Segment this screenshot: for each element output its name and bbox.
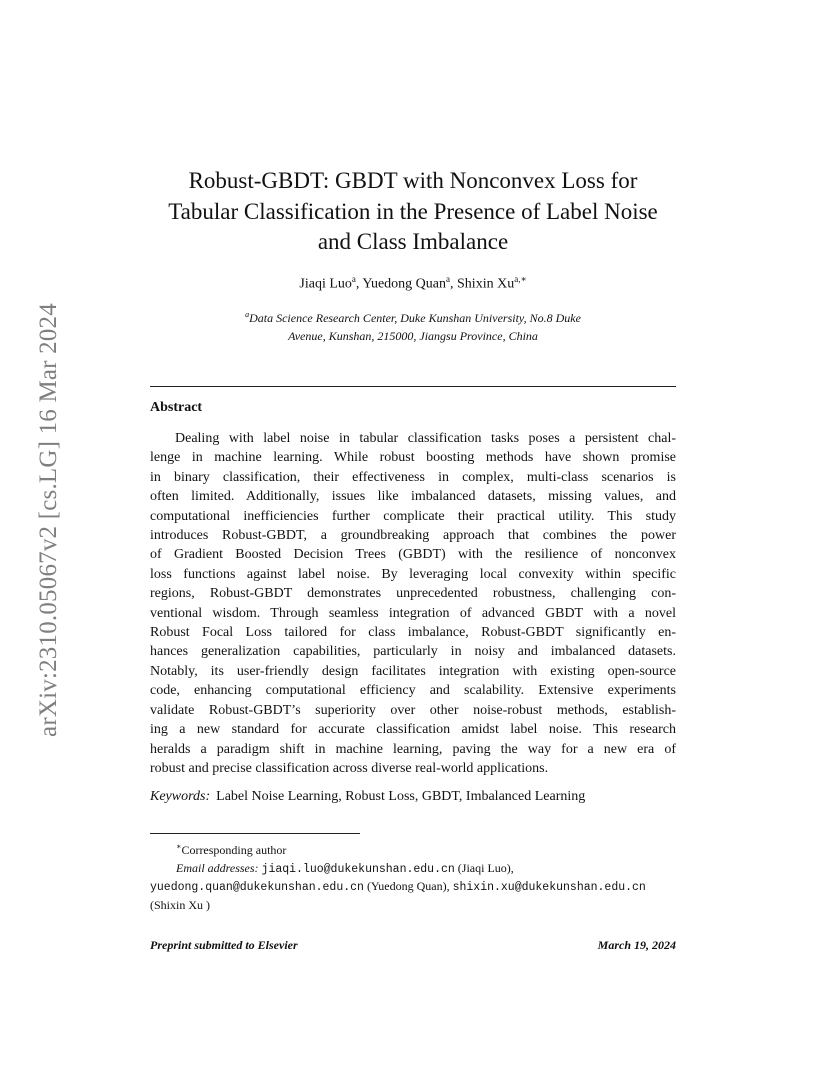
- author-affiliation-mark: a: [446, 274, 451, 284]
- abstract-line: introduces Robust-GBDT, a groundbreaking approach that combines the power: [150, 528, 676, 544]
- abstract-body: [150, 429, 676, 778]
- email-owner: (Shixin Xu ): [150, 897, 210, 912]
- footnotes: [150, 838, 676, 914]
- author-name: Jiaqi Luo: [299, 276, 352, 292]
- abstract-line: in binary classification, their effectiveness in complex, multi-class scenarios is: [150, 469, 676, 485]
- author-name: Shixin Xu: [457, 276, 515, 292]
- title-line: Tabular Classification in the Presence of Label Noise: [168, 198, 658, 224]
- preprint-date: March 19, 2024: [597, 938, 676, 952]
- abstract-line: ventional wisdom. Through seamless integration of advanced GBDT with a novel: [150, 605, 676, 621]
- paper-title: [150, 166, 676, 258]
- footnote-divider: [150, 833, 360, 834]
- email-link-quan[interactable]: yuedong.quan@dukekunshan.edu.cn: [150, 881, 364, 894]
- title-line: and Class Imbalance: [317, 229, 509, 254]
- abstract-line: heralds a paradigm shift in machine learning, paving the way for a new era of: [150, 741, 676, 757]
- email-owner: (Yuedong Quan),: [363, 879, 453, 893]
- affiliation-mark: a: [245, 310, 250, 319]
- title-line: Robust-GBDT: GBDT with Nonconvex Loss for: [188, 168, 638, 193]
- author-affiliation-mark: a,∗: [514, 274, 527, 284]
- abstract-heading: Abstract: [150, 400, 203, 415]
- keywords-text: Label Noise Learning, Robust Loss, GBDT, Imbalanced Learning: [216, 789, 586, 804]
- abstract-line: Robust Focal Loss tailored for class imbalance, Robust-GBDT significantly en-: [150, 625, 676, 641]
- corresponding-author-note: Corresponding author: [181, 843, 287, 857]
- email-owner: (Jiaqi Luo),: [454, 860, 514, 875]
- affiliation: [150, 306, 676, 345]
- abstract-line: lenge in machine learning. While robust boosting methods have shown promise: [150, 450, 676, 466]
- header-divider: [150, 386, 676, 387]
- keywords: [150, 789, 585, 805]
- abstract-line: of Gradient Boosted Decision Trees (GBDT) with the resilience of nonconvex: [150, 547, 676, 563]
- author-affiliation-mark: a: [351, 274, 356, 284]
- affiliation-line: Data Science Research Center, Duke Kunshan University, No.8 Duke: [249, 311, 581, 325]
- arxiv-identifier-stamp: arXiv:2310.05067v2 [cs.LG] 16 Mar 2024: [35, 303, 62, 737]
- author-list: Jiaqi Luo$^a$, Yuedong Quan$^a$, Shixin $Xu^{a,∗}$: [299, 274, 527, 292]
- abstract-line: ing a new standard for accurate classification amidst label noise. This research: [150, 722, 676, 738]
- email-link-luo[interactable]: jiaqi.luo@dukekunshan.edu.cn: [261, 862, 455, 876]
- email-link-xu[interactable]: shixin.xu@dukekunshan.edu.cn: [452, 881, 646, 894]
- abstract-line: loss functions against label noise. By leveraging local convexity within specific: [150, 566, 676, 582]
- abstract-line: robust and precise classification across diverse real-world applications.: [150, 760, 549, 776]
- email-label: Email addresses:: [176, 860, 259, 875]
- author-name: Yuedong Quan: [362, 276, 447, 292]
- affiliation-line: Avenue, Kunshan, 215000, Jiangsu Province, China: [288, 329, 538, 343]
- abstract-line: often limited. Additionally, issues like imbalanced datasets, missing values, and: [150, 489, 676, 505]
- preprint-note: Preprint submitted to Elsevier: [150, 938, 298, 952]
- abstract-line: Notably, its user-friendly design facilitates integration with existing open-source: [150, 663, 676, 679]
- abstract-line: computational inefficiencies further complicate their practical utility. This study: [150, 508, 676, 524]
- corresponding-mark: ∗: [176, 842, 182, 851]
- abstract-line: Dealing with label noise in tabular classification tasks poses a persistent chal-: [175, 431, 676, 446]
- keywords-label: Keywords:: [150, 789, 211, 804]
- abstract-line: validate Robust-GBDT’s superiority over other noise-robust methods, establish-: [150, 702, 676, 718]
- abstract-line: regions, Robust-GBDT demonstrates unprecedented robustness, challenging con-: [150, 586, 676, 602]
- abstract-line: code, enhancing computational efficiency and scalability. Extensive experiments: [150, 683, 676, 699]
- abstract-line: hances generalization capabilities, particularly in noisy and imbalanced datasets.: [150, 644, 676, 660]
